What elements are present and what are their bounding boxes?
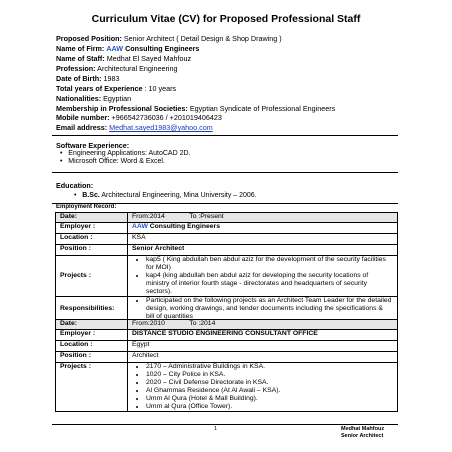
list-item: • Participated on the following projects as an Architect Team Leader for the detailed design, working drawings, and tender documents including the specifications & bill of quantities xyxy=(146,297,393,321)
education-item: • B.Sc. Architectural Engineering, Mina University – 2006. xyxy=(74,192,257,199)
profession-label: Profession: xyxy=(56,64,96,73)
firm-prefix: AAW xyxy=(106,44,124,53)
employer-prefix: AAW xyxy=(132,223,148,230)
membership-label: Membership in Professional Societies: xyxy=(56,104,188,113)
membership-value: Egyptian Syndicate of Professional Engineers xyxy=(189,104,336,113)
page-number: 1 xyxy=(214,426,218,432)
profession-line xyxy=(56,64,177,73)
list-item: • 2170 – Administrative Buildings in KSA. xyxy=(146,363,393,371)
dob-value: 1983 xyxy=(103,74,120,83)
employer-name: Consulting Engineers xyxy=(147,223,220,230)
employer-label: Employer : xyxy=(56,330,128,341)
list-item: • 2020 – Civil Defense Directorate in KSA. xyxy=(146,379,393,387)
firm-line xyxy=(56,44,199,53)
position-label: Position : xyxy=(56,245,128,256)
location-label: Location : xyxy=(56,234,128,245)
employer-value xyxy=(128,223,398,234)
list-item: • kap5 ( King abdullah ben abdul aziz for the development of the security facilities for MOI) xyxy=(146,256,393,272)
footer-role: Senior Architect xyxy=(341,433,384,439)
staff-label: Name of Staff: xyxy=(56,54,105,63)
email-link[interactable]: Medhat.sayed1983@yahoo.com xyxy=(109,123,213,132)
employer-value: DISTANCE STUDIO ENGINEERING CONSULTANT OFFICE xyxy=(128,330,398,341)
employment-heading: Employment Record: xyxy=(56,204,117,210)
list-item: • Al Ghammas Residence (At Al Awali – KSA). xyxy=(146,387,393,395)
footer-name: Medhat Mahfouz xyxy=(341,426,385,432)
employment-record-2 xyxy=(55,319,398,412)
divider xyxy=(52,172,398,173)
software-item: • Microsoft Office: Word & Excel. xyxy=(60,158,165,165)
software-heading: Software Experience: xyxy=(56,141,130,150)
dob-label: Date of Birth: xyxy=(56,74,102,83)
proposed-position-value: Senior Architect ( Detail Design & Shop Drawing ) xyxy=(123,34,282,43)
membership-line xyxy=(56,104,335,113)
firm-name: Consulting Engineers xyxy=(123,44,200,53)
position-value: Architect xyxy=(128,352,398,363)
date-value: From:2014 To :Present xyxy=(128,213,398,223)
email-line xyxy=(56,123,213,132)
document-title: Curriculum Vitae (CV) for Proposed Professional Staff xyxy=(91,13,361,25)
date-label: Date: xyxy=(56,213,128,223)
mobile-line xyxy=(56,113,222,122)
proposed-position-label: Proposed Position: xyxy=(56,34,122,43)
mobile-label: Mobile number: xyxy=(56,113,110,122)
list-item: • Umm al Qura (Office Tower). xyxy=(146,403,393,411)
dob-line xyxy=(56,74,120,83)
list-item: • kap4 (king abdullah ben abdul aziz for developing the security locations of ministry of interior fourth stage - directorates and headquarters of security sectors). xyxy=(146,272,393,296)
software-item-text: Microsoft Office: Word & Excel. xyxy=(68,158,165,165)
projects-list xyxy=(132,256,393,296)
degree: B.Sc. xyxy=(82,192,100,199)
staff-value: Medhat El Sayed Mahfouz xyxy=(106,54,192,63)
projects-label: Projects : xyxy=(56,363,128,412)
experience-label: Total years of Experience xyxy=(56,84,143,93)
nationalities-value: Egyptian xyxy=(103,94,132,103)
education-heading: Education: xyxy=(56,181,94,190)
position-value: Senior Architect xyxy=(128,245,398,256)
employment-record-1 xyxy=(55,212,398,322)
location-label: Location : xyxy=(56,341,128,352)
list-item: • Umm Al Qura (Hotel & Mall Building). xyxy=(146,395,393,403)
software-item-text: Engineering Applications: AutoCAD 2D. xyxy=(68,150,191,157)
degree-detail: Architectural Engineering, Mina University – 2006. xyxy=(101,192,257,199)
location-value: KSA xyxy=(128,234,398,245)
projects-cell xyxy=(128,363,398,412)
projects-cell xyxy=(128,256,398,297)
footer-divider xyxy=(52,424,398,425)
projects-label: Projects : xyxy=(56,256,128,297)
nationalities-line xyxy=(56,94,131,103)
location-value: Egypt xyxy=(128,341,398,352)
date-value: From:2010 To :2014 xyxy=(128,320,398,330)
employer-label: Employer : xyxy=(56,223,128,234)
software-item: • Engineering Applications: AutoCAD 2D. xyxy=(60,150,191,157)
profession-value: Architectural Engineering xyxy=(97,64,178,73)
staff-line xyxy=(56,54,191,63)
experience-line xyxy=(56,84,176,93)
projects-list xyxy=(132,363,393,411)
nationalities-label: Nationalities: xyxy=(56,94,102,103)
position-label: Position : xyxy=(56,352,128,363)
responsibilities-label: Responsibilities: xyxy=(56,297,128,322)
proposed-position-line xyxy=(56,34,282,43)
date-label: Date: xyxy=(56,320,128,330)
firm-label: Name of Firm: xyxy=(56,44,105,53)
list-item: • 1020 – City Police in KSA. xyxy=(146,371,393,379)
divider xyxy=(52,135,398,136)
email-label: Email address: xyxy=(56,123,108,132)
mobile-value: +966542736036 / +201019406423 xyxy=(111,113,222,122)
responsibilities-list xyxy=(132,297,393,321)
responsibilities-cell xyxy=(128,297,398,322)
experience-value: : 10 years xyxy=(144,84,177,93)
